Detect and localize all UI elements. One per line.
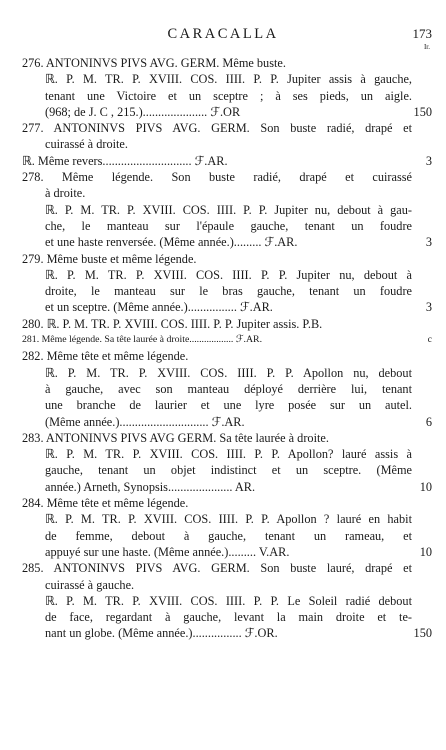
page-number: 173 bbox=[412, 26, 432, 41]
catalogue-body bbox=[22, 55, 432, 642]
price-value: 3 bbox=[425, 300, 432, 315]
line-text: 280. ℝ. P. M. TR. P. XVIII. COS. IIII. P. P. Jupiter assis. P.B. bbox=[22, 316, 323, 331]
line-text: 284. Même tête et même légende. bbox=[22, 496, 189, 511]
line-text: 276. ANTONINVS PIVS AVG. GERM. Même buste. bbox=[22, 56, 286, 70]
line-text: ℝ. P. M. TR. P. XVIII. COS. IIII. P. P. Jupiter nu, debout à bbox=[45, 267, 412, 282]
line-text: ℝ. P. M. TR. P. XVIII. COS. IIII. P. P. Le Soleil radié debout bbox=[45, 593, 412, 608]
catalogue-line bbox=[22, 381, 432, 397]
line-text: droite, le manteau sur le bras gauche, tenant un foudre bbox=[45, 284, 412, 299]
line-text: che, le manteau sur l'épaule gauche, tenant un foudre bbox=[45, 218, 412, 233]
line-text: 282. Même tête et même légende. bbox=[22, 349, 189, 364]
catalogue-line bbox=[22, 202, 432, 218]
line-text: gauche, tenant un objet indistinct et un sceptre. (Même bbox=[45, 463, 412, 478]
line-text: à gauche, avec son manteau déployé derrière lui, tenant bbox=[45, 381, 412, 396]
catalogue-line bbox=[22, 234, 432, 250]
catalogue-line bbox=[22, 316, 432, 332]
catalogue-line bbox=[22, 365, 432, 381]
catalogue-line bbox=[22, 577, 432, 593]
line-text: 285. ANTONINVS PIVS AVG. GERM. Son buste lauré, drapé et bbox=[22, 561, 412, 576]
line-text: cuirassé à gauche. bbox=[45, 577, 135, 592]
catalogue-line bbox=[22, 397, 432, 413]
catalogue-line bbox=[22, 544, 432, 560]
price-value: c bbox=[427, 334, 432, 346]
line-text: et une haste renversée. (Même année.)......... ℱ.AR. bbox=[45, 235, 298, 250]
line-text: 278. Même légende. Son buste radié, drapé et cuirassé bbox=[22, 170, 412, 185]
line-text: nant un globe. (Même année.)................ ℱ.OR. bbox=[45, 626, 278, 641]
price-value: 150 bbox=[413, 104, 432, 119]
catalogue-line bbox=[22, 169, 432, 185]
line-text: 279. Même buste et même légende. bbox=[22, 251, 197, 266]
line-text: 283. ANTONINVS PIVS AVG GERM. Sa tête laurée à droite. bbox=[22, 430, 329, 445]
catalogue-line bbox=[22, 609, 432, 625]
catalogue-line bbox=[22, 267, 432, 283]
catalogue-line bbox=[22, 495, 432, 511]
catalogue-line bbox=[22, 299, 432, 315]
line-text: une branche de laurier et une lyre posée sur un autel. bbox=[45, 398, 412, 413]
catalogue-line bbox=[22, 528, 432, 544]
catalogue-line bbox=[22, 414, 432, 430]
catalogue-line bbox=[22, 332, 432, 348]
catalogue-line bbox=[22, 55, 432, 71]
line-text: ℝ. P. M. TR. P. XVIII. COS. IIII. P. P. Apollon ? lauré en habit bbox=[45, 512, 412, 527]
signature-mark: Ir. bbox=[423, 43, 430, 51]
line-text: 281. Même légende. Sa tête laurée à droite.................. ℱ.AR. bbox=[22, 334, 263, 346]
price-value: 10 bbox=[419, 544, 432, 559]
catalogue-line bbox=[22, 430, 432, 446]
line-text: et un sceptre. (Même année.)................ ℱ.AR. bbox=[45, 300, 273, 315]
price-value: 3 bbox=[425, 153, 432, 168]
price-value: 150 bbox=[413, 626, 432, 641]
catalogue-line bbox=[22, 348, 432, 364]
catalogue-line bbox=[22, 560, 432, 576]
catalogue-line bbox=[22, 511, 432, 527]
catalogue-line bbox=[22, 462, 432, 478]
line-text: appuyé sur une haste. (Même année.)......... V.AR. bbox=[45, 544, 290, 559]
line-text: cuirassé à droite. bbox=[45, 137, 128, 152]
line-text: de face, regardant à gauche, levant la main droite et te- bbox=[45, 610, 412, 625]
line-text: ℝ. P. M. TR. P. XVIII. COS. IIII. P. P. Jupiter assis à gauche, bbox=[45, 72, 412, 87]
price-value: 6 bbox=[425, 414, 432, 429]
catalogue-line bbox=[22, 185, 432, 201]
catalogue-line bbox=[22, 625, 432, 641]
line-text: 277. ANTONINVS PIVS AVG. GERM. Son buste radié, drapé et bbox=[22, 121, 412, 136]
catalogue-line bbox=[22, 593, 432, 609]
catalogue-line bbox=[22, 104, 432, 120]
price-value: 10 bbox=[419, 479, 432, 494]
line-text: ℝ. P. M. TR. P. XVIII. COS. IIII. P. P. Apollon? lauré assis à bbox=[45, 447, 412, 462]
catalogue-line bbox=[22, 218, 432, 234]
catalogue-line bbox=[22, 479, 432, 495]
running-head-title: CARACALLA bbox=[167, 26, 279, 42]
catalogue-line bbox=[22, 446, 432, 462]
catalogue-line bbox=[22, 153, 432, 169]
line-text: ℝ. P. M. TR. P. XVIII. COS. IIII. P. P. Jupiter nu, debout à gau- bbox=[45, 202, 412, 217]
line-text: ℝ. P. M. TR. P. XVIII. COS. IIII. P. P. Apollon nu, debout bbox=[45, 365, 412, 380]
catalogue-line bbox=[22, 251, 432, 267]
line-text: (Même année.)............................. ℱ.AR. bbox=[45, 414, 245, 429]
catalogue-line bbox=[22, 71, 432, 87]
catalogue-line bbox=[22, 136, 432, 152]
line-text: année.) Arneth, Synopsis..................... AR. bbox=[45, 479, 256, 494]
line-text: tenant une Victoire et un sceptre ; à ses pieds, un aigle. bbox=[45, 88, 412, 103]
line-text: (968; de J. C , 215.)..................... ℱ.OR bbox=[45, 104, 241, 119]
price-value: 3 bbox=[425, 235, 432, 250]
catalogue-line bbox=[22, 120, 432, 136]
line-text: ℝ. Même revers............................. ℱ.AR. bbox=[22, 153, 228, 168]
line-text: de femme, debout à gauche, tenant un rameau, et bbox=[45, 528, 412, 543]
catalogue-line bbox=[22, 88, 432, 104]
line-text: à droite. bbox=[45, 186, 86, 201]
catalogue-line bbox=[22, 283, 432, 299]
